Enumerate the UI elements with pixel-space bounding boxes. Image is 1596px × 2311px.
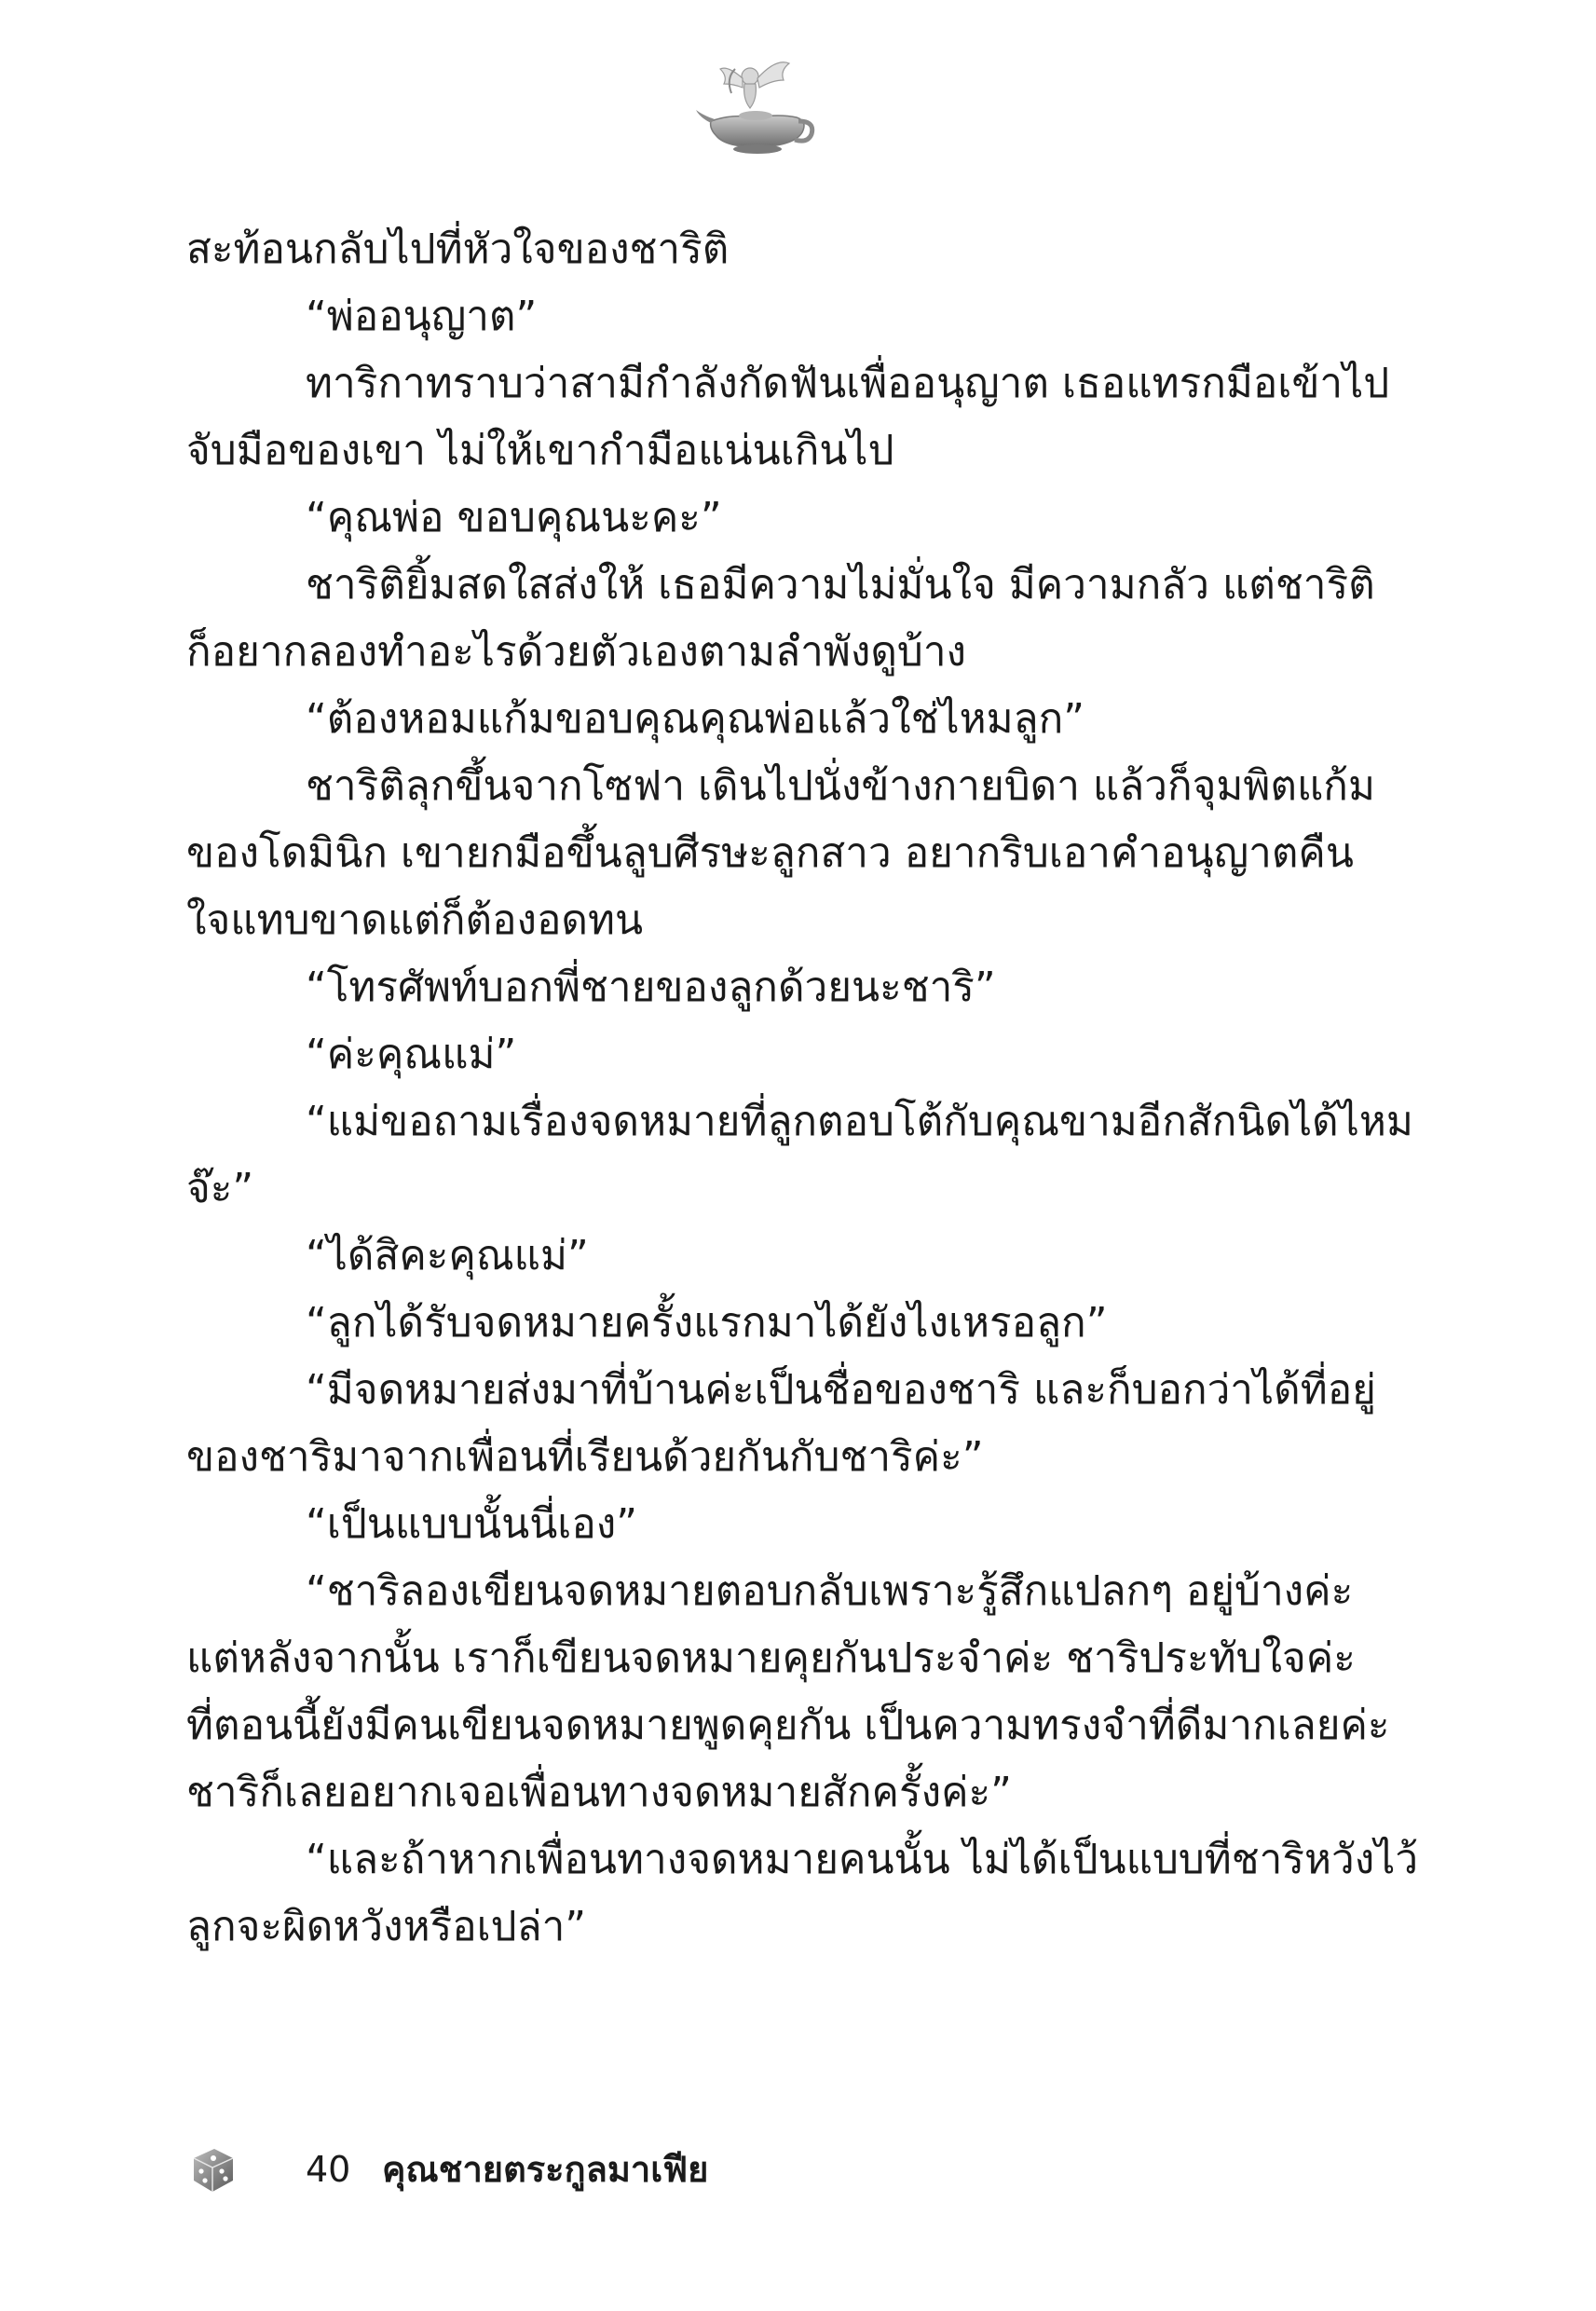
text-line: ใจแทบขาดแต่ก็ต้องอดทน [186,896,644,944]
paragraph [186,686,1332,753]
text-line: “โทรศัพท์บอกพี่ชายของลูกด้วยนะชาริ” [306,964,996,1011]
text-line: ชาริก็เลยอยากเจอเพื่อนทางจดหมายสักครั้งค่ะ” [186,1769,1012,1816]
text-line: “คุณพ่อ ขอบคุณนะคะ” [306,494,722,541]
text-line: “ต้องหอมแก้มขอบคุณคุณพ่อแล้วใช่ไหมลูก” [306,695,1084,743]
paragraph [186,552,1375,686]
page-body-text [186,216,1419,1961]
page-footer [186,2134,1025,2208]
paragraph [186,1021,1332,1088]
text-line: ก็อยากลองทำอะไรด้วยตัวเองตามลำพังดูบ้าง [186,628,967,676]
text-line: “และถ้าหากเพื่อนทางจดหมายคนนั้น ไม่ได้เป็นแบบที่ชาริหวังไว้ [306,1836,1419,1883]
text-line: “ลูกได้รับจดหมายครั้งแรกมาได้ยังไงเหรอลูก” [306,1299,1108,1347]
paragraph [186,753,1375,954]
dice-icon [186,2143,239,2195]
paragraph [186,1290,1332,1357]
text-line: “ชาริลองเขียนจดหมายตอบกลับเพราะรู้สึกแปลกๆ อยู่บ้างค่ะ [306,1567,1354,1615]
book-title: คุณชายตระกูลมาเฟีย [382,2149,709,2190]
text-line: “ได้สิคะคุณแม่” [306,1232,589,1279]
text-line: ทาริกาทราบว่าสามีกำลังกัดฟันเพื่ออนุญาต เธอแทรกมือเข้าไป [306,360,1390,407]
paragraph [186,485,1332,552]
paragraph [186,216,1332,283]
cupid-lamp-emblem-icon [694,56,815,158]
text-line: จับมือของเขา ไม่ให้เขากำมือแน่นเกินไป [186,427,894,474]
text-line: ชาริติลุกขึ้นจากโซฟา เดินไปนั่งข้างกายบิดา แล้วก็จุมพิตแก้ม [306,762,1375,810]
text-line: แต่หลังจากนั้น เราก็เขียนจดหมายคุยกันประจำค่ะ ชาริประทับใจค่ะ [186,1634,1356,1682]
text-line: “เป็นแบบนั้นนี่เอง” [306,1500,638,1548]
text-line: ลูกจะผิดหวังหรือเปล่า” [186,1903,587,1950]
text-line: ที่ตอนนี้ยังมีคนเขียนจดหมายพูดคุยกัน เป็นความทรงจำที่ดีมากเลยค่ะ [186,1702,1390,1749]
paragraph [186,1826,1419,1961]
text-line: “ค่ะคุณแม่” [306,1031,517,1078]
paragraph [186,1491,1332,1558]
text-line: “แม่ขอถามเรื่องจดหมายที่ลูกตอบโต้กับคุณขามอีกสักนิดได้ไหม [306,1098,1413,1145]
paragraph [186,1357,1376,1491]
text-line: “พ่ออนุญาต” [306,293,538,340]
paragraph [186,283,1332,350]
text-line: ของชาริมาจากเพื่อนที่เรียนด้วยกันกับชาริค่ะ” [186,1433,984,1481]
text-line: ชาริติยิ้มสดใสส่งให้ เธอมีความไม่มั่นใจ มีความกลัว แต่ชาริติ [306,561,1375,609]
text-line: “มีจดหมายส่งมาที่บ้านค่ะเป็นชื่อของชาริ และก็บอกว่าได้ที่อยู่ [306,1366,1376,1414]
page-number: 40 [306,2149,351,2190]
paragraph [186,350,1390,485]
paragraph [186,1223,1332,1290]
text-line: สะท้อนกลับไปที่หัวใจของชาริติ [186,226,730,273]
paragraph [186,1088,1413,1223]
paragraph [186,954,1332,1021]
text-line: ของโดมินิก เขายกมือขึ้นลูบศีรษะลูกสาว อยากริบเอาคำอนุญาตคืน [186,829,1354,877]
paragraph [186,1558,1390,1826]
text-line: จ๊ะ” [186,1165,254,1212]
